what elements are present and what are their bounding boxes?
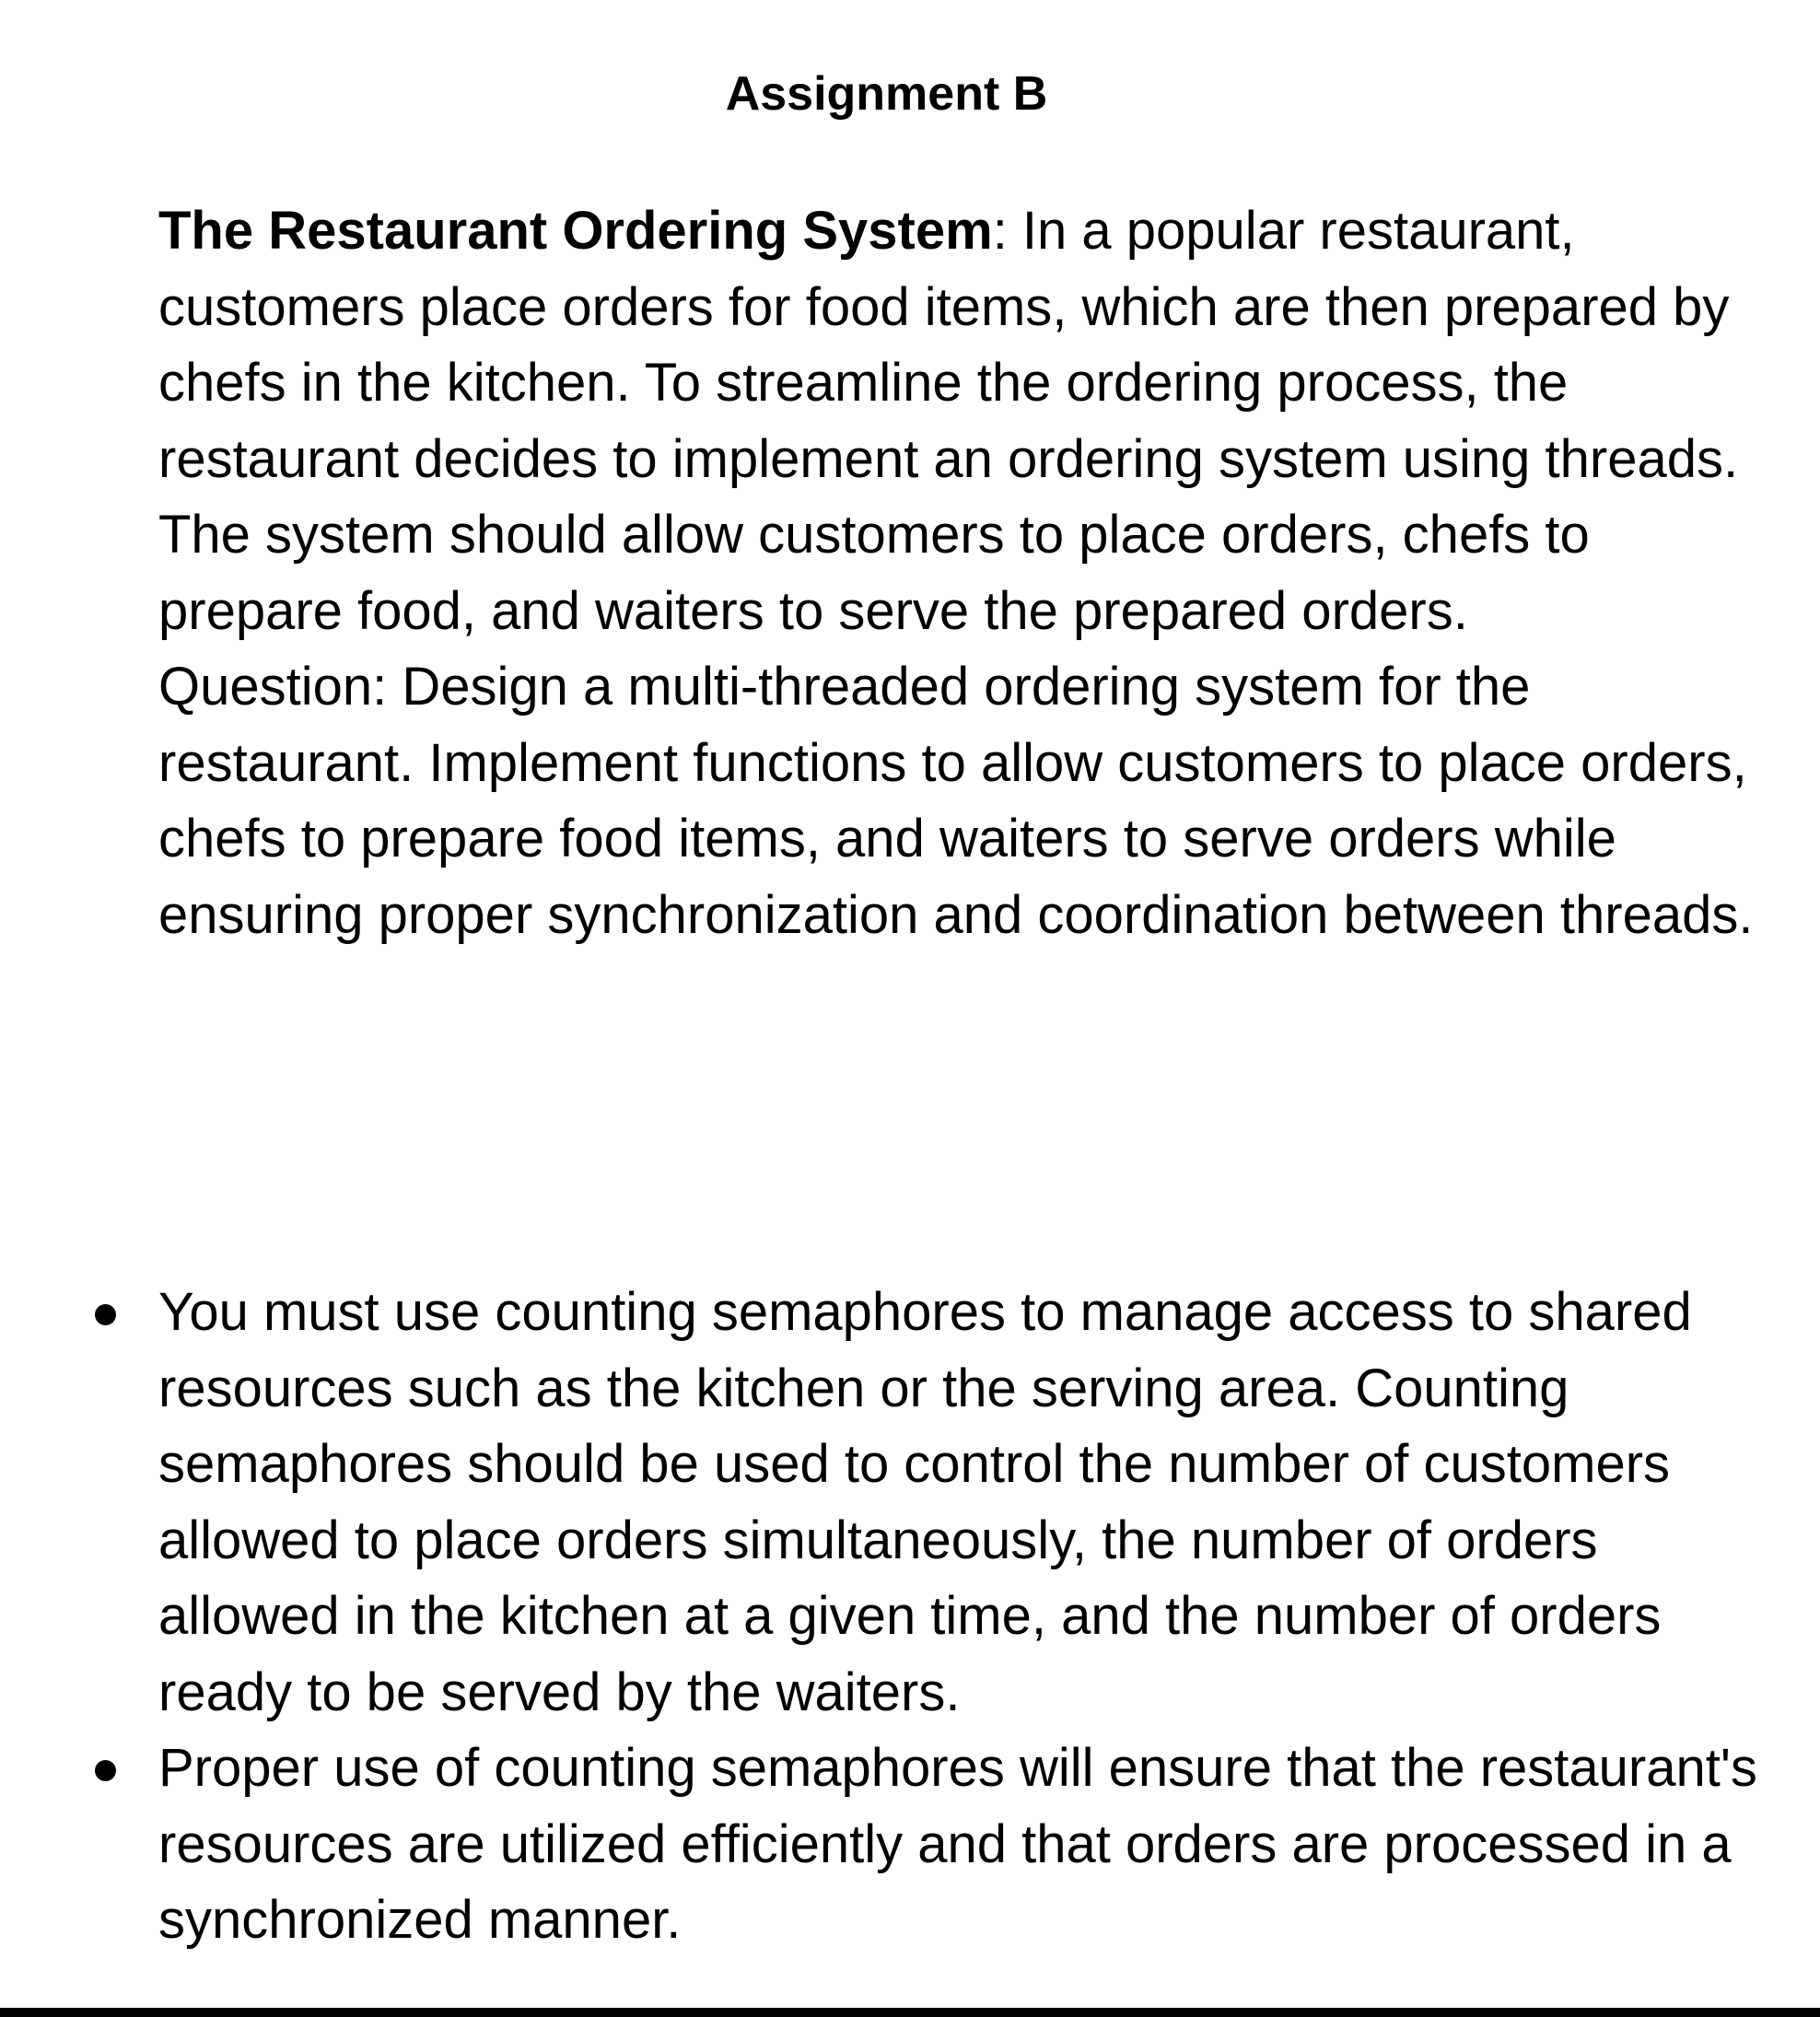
list-item xyxy=(0,1275,1761,1731)
page-bottom-border xyxy=(0,2008,1820,2017)
question-paragraph: Question: Design a multi-threaded ordering system for the restaurant. Implement functions to allow customers to place orders, chefs to prepare food items, and waiters to serve orders while ensuring proper synchronization and coordination between threads. xyxy=(158,657,1754,945)
list-item-text: You must use counting semaphores to manage access to shared resources such as the kitchen or the serving area. Counting semaphores should be used to control the number of customers allowed to place orders simultaneously, the number of orders allowed in the kitchen at a given time, and the number of orders ready to be served by the waiters. xyxy=(158,1282,1692,1722)
intro-lead: The Restaurant Ordering System xyxy=(158,201,993,261)
list-item-text: Proper use of counting semaphores will ensure that the restaurant's resources are utilized efficiently and that orders are processed in a synchronized manner. xyxy=(158,1738,1757,1950)
intro-paragraph xyxy=(158,193,1761,649)
page-title: Assignment B xyxy=(725,67,1048,121)
bullet-icon xyxy=(95,1304,116,1325)
intro-body: In a popular restaurant, customers place orders for food items, which are then prepared by chefs in the kitchen. To streamline the ordering process, the restaurant decides to implement an ordering system using threads. The system should allow customers to place orders, chefs to prepare food, and waiters to serve the prepared orders. xyxy=(158,201,1739,641)
intro-lead-colon: : xyxy=(992,201,1008,261)
bullet-icon xyxy=(95,1760,116,1781)
intro-section xyxy=(158,193,1761,953)
requirements-list xyxy=(0,1275,1820,1959)
list-item xyxy=(0,1731,1761,1959)
